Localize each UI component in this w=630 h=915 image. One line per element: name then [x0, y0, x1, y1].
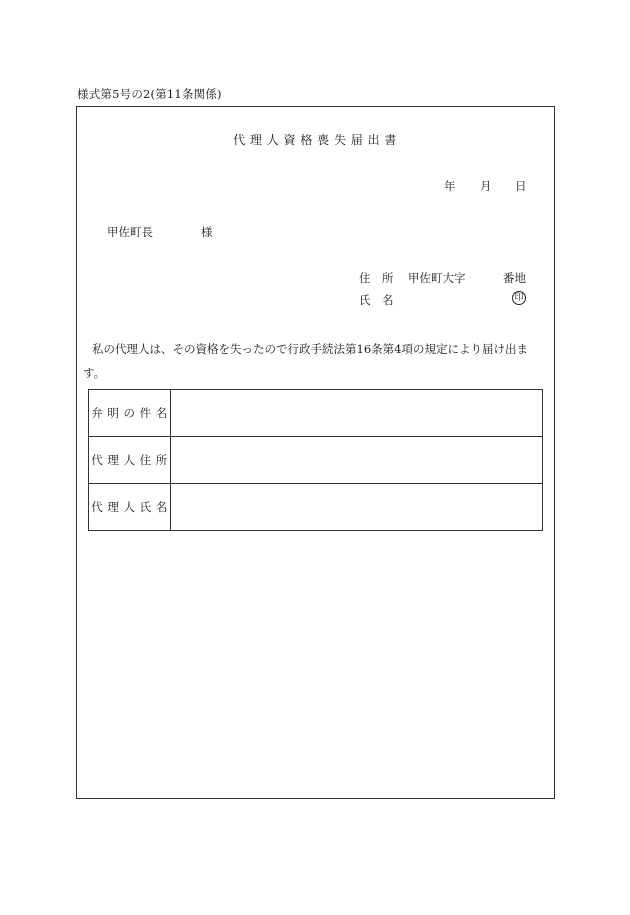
date-year-label: 年: [444, 179, 456, 193]
address-value: 甲佐町大字: [408, 271, 466, 285]
subject-label: 弁 明 の 件 名: [89, 390, 171, 437]
agent-address-field[interactable]: [171, 437, 543, 484]
date-day-label: 日: [515, 179, 527, 193]
statement-line-2: す。: [83, 366, 106, 380]
form-number: 様式第5号の2(第11条関係): [77, 87, 222, 101]
agent-address-label: 代 理 人 住 所: [89, 437, 171, 484]
address-suffix: 番地: [503, 271, 526, 285]
table-row: [89, 484, 543, 531]
addressee-honorific: 様: [201, 225, 213, 239]
address-label: 住 所: [359, 271, 394, 285]
addressee-name: 甲佐町長: [107, 225, 153, 239]
table-row: [89, 437, 543, 484]
agent-name-field[interactable]: [171, 484, 543, 531]
seal-mark: 印: [512, 291, 526, 305]
agent-name-label: 代 理 人 氏 名: [89, 484, 171, 531]
name-label: 氏 名: [359, 293, 394, 307]
statement-text: [83, 337, 552, 385]
document-title: 代 理 人 資 格 喪 失 届 出 書: [233, 133, 397, 147]
info-table: [88, 389, 543, 531]
date-month-label: 月: [480, 179, 492, 193]
subject-field[interactable]: [171, 390, 543, 437]
table-row: [89, 390, 543, 437]
statement-line-1: 私の代理人は、その資格を失ったので行政手続法第16条第4項の規定により届け出ま: [92, 342, 528, 356]
